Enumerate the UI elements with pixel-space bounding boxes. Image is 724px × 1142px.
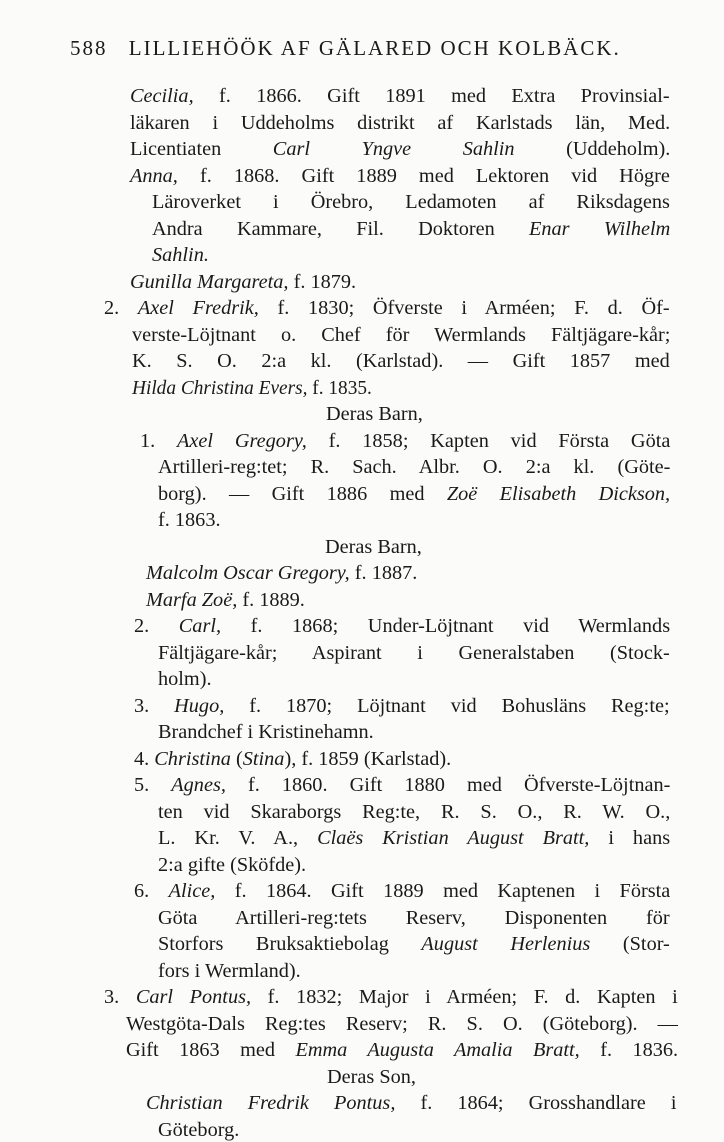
text-line [158, 906, 670, 930]
italic-name: Malcolm Oscar Gregory, [146, 562, 350, 584]
italic-name: Axel Gregory, [177, 429, 307, 452]
text-run: f. 1864. Gift 1889 med Kaptenen i Första [215, 880, 671, 902]
text-run: f. 1832; Major i Arméen; F. d. Kapten i [251, 986, 678, 1008]
text-line [132, 349, 670, 373]
italic-name: Claës Kristian August Bratt, [317, 827, 590, 849]
text-run: Göteborg. [158, 1118, 240, 1141]
text-line [158, 800, 670, 824]
text-line [152, 243, 209, 267]
text-run: ), f. 1859 (Karlstad). [284, 747, 452, 770]
text-line [146, 561, 417, 585]
text-run: f. 1868; Under-Löjtnant vid Wermlands [221, 615, 671, 637]
text-line [158, 959, 301, 983]
text-run: läkaren i Uddeholms distrikt af Karlstads län, Med. [130, 111, 671, 134]
italic-name: Emma Augusta Amalia Bratt, [295, 1039, 580, 1061]
text-run: Westgöta-Dals Reg:tes Reserv; R. S. O. (Göteborg). — [126, 1012, 678, 1035]
text-run: Storfors Bruksaktiebolag [158, 933, 422, 955]
text-line [146, 1091, 676, 1115]
text-line [158, 667, 212, 691]
text-line [130, 84, 670, 108]
text-run: Artilleri-reg:tet; R. Sach. Albr. O. 2:a kl. (Göte- [158, 456, 671, 478]
italic-name: Agnes, [171, 774, 226, 796]
text-line [158, 932, 670, 956]
text-line [126, 1038, 678, 1062]
text-line [325, 535, 422, 559]
text-run: Deras Barn, [325, 535, 422, 558]
text-run: borg). — Gift 1886 med [158, 482, 447, 505]
text-line [158, 720, 374, 744]
text-run: holm). [158, 668, 212, 690]
italic-name: Enar Wilhelm [529, 217, 671, 240]
text-line [130, 137, 670, 161]
text-line [146, 588, 305, 612]
text-run: verste-Löjtnant o. Chef för Wermlands Fältjägare-kår; [132, 323, 671, 346]
italic-name: Christian Fredrik Pontus, [146, 1092, 396, 1114]
text-run: (Uddeholm). [514, 138, 671, 160]
text-line [140, 429, 670, 453]
text-line [104, 296, 670, 320]
text-run: 6. [134, 880, 169, 902]
text-run: ( [230, 747, 243, 770]
text-line [327, 1065, 416, 1089]
text-run: fors i Wermland). [158, 959, 301, 982]
text-line [134, 773, 670, 797]
text-line [158, 1118, 239, 1142]
text-run: f. 1830; Öfverste i Arméen; F. d. Öf- [258, 297, 670, 319]
text-line [126, 1012, 678, 1036]
text-run: f. 1868. Gift 1889 med Lektoren vid Högre [177, 164, 670, 187]
text-run: 2. [104, 297, 138, 319]
text-line [134, 879, 670, 903]
text-run: 2. [134, 615, 179, 637]
text-line [130, 270, 356, 294]
italic-name: August Herlenius [421, 933, 591, 955]
italic-name: Alice, [168, 880, 216, 902]
text-run: f. 1887. [349, 562, 418, 584]
text-run: f. 1863. [158, 509, 221, 531]
italic-name: Cecilia, [130, 85, 194, 107]
text-run: ten vid Skaraborgs Reg:te, R. S. O., R. W. O., [158, 800, 671, 823]
text-line [132, 323, 670, 347]
text-line [152, 190, 670, 214]
text-line [158, 482, 670, 506]
text-run: Gift 1863 med [126, 1039, 296, 1061]
text-run: 3. [104, 986, 136, 1008]
text-run: Andra Kammare, Fil. Doktoren [152, 217, 530, 240]
text-run: Brandchef i Kristinehamn. [158, 721, 374, 743]
italic-name: Hugo, [174, 694, 225, 717]
italic-name: Carl, [178, 615, 222, 637]
italic-name: Sahlin. [152, 244, 209, 266]
text-run: f. 1870; Löjtnant vid Bohusläns Reg:te; [224, 694, 670, 717]
text-run: f. 1835. [307, 376, 372, 399]
text-run: 2:a gifte (Sköfde). [158, 853, 307, 876]
italic-name: Zoë Elisabeth Dickson, [446, 482, 671, 505]
italic-name: Carl Pontus, [135, 986, 252, 1008]
page-number: 588 [70, 36, 108, 60]
text-line [134, 694, 670, 718]
text-line [130, 111, 670, 135]
italic-name: Gunilla Margareta, [130, 270, 289, 293]
text-line [158, 641, 670, 665]
text-run: i hans [589, 827, 671, 849]
text-run: K. S. O. 2:a kl. (Karlstad). — Gift 1857 med [132, 350, 670, 372]
italic-name: Marfa Zoë, [146, 588, 238, 611]
text-run: Deras Son, [327, 1065, 416, 1088]
text-run: Läroverket i Örebro, Ledamoten af Riksdagens [152, 191, 670, 213]
text-line [134, 614, 670, 638]
text-line [152, 217, 670, 241]
text-run: f. 1860. Gift 1880 med Öfverste-Löjtnan- [225, 774, 671, 796]
text-run: f. 1858; Kapten vid Första Göta [306, 429, 671, 452]
text-line [158, 455, 670, 479]
text-line [158, 508, 221, 532]
text-line [158, 853, 306, 877]
text-run: f. 1866. Gift 1891 med Extra Provinsial- [193, 85, 670, 107]
italic-name: Carl Yngve Sahlin [272, 138, 515, 160]
italic-name: Christina [154, 747, 231, 770]
text-run: f. 1889. [237, 588, 305, 611]
text-run: L. Kr. V. A., [158, 827, 318, 849]
italic-name: Hilda Christina Evers, [132, 376, 308, 399]
text-run: f. 1836. [579, 1039, 679, 1061]
text-line [130, 164, 670, 188]
italic-name: Axel Fredrik, [137, 297, 259, 319]
italic-name: Stina [242, 747, 285, 770]
text-line [158, 826, 670, 850]
text-run: 1. [140, 429, 178, 452]
text-line [134, 747, 451, 771]
running-title: LILLIEHÖÖK AF GÄLARED OCH KOLBÄCK. [128, 36, 621, 60]
text-run: f. 1879. [288, 270, 357, 293]
text-run: Deras Barn, [326, 403, 423, 425]
text-run: 3. [134, 694, 175, 717]
page-header [70, 36, 630, 61]
text-line [132, 376, 372, 400]
text-run: Göta Artilleri-reg:tets Reserv, Disponenten för [158, 906, 670, 929]
text-line [104, 985, 678, 1009]
italic-name: Anna, [130, 164, 178, 187]
text-run: (Stor- [590, 933, 670, 955]
text-run: Fältjägare-kår; Aspirant i Generalstaben (Stock- [158, 641, 670, 664]
text-run: 4. [134, 747, 155, 770]
text-run: 5. [134, 774, 172, 796]
text-run: Licentiaten [130, 138, 273, 160]
text-line [326, 402, 423, 426]
text-run: f. 1864; Grosshandlare i [395, 1092, 677, 1114]
